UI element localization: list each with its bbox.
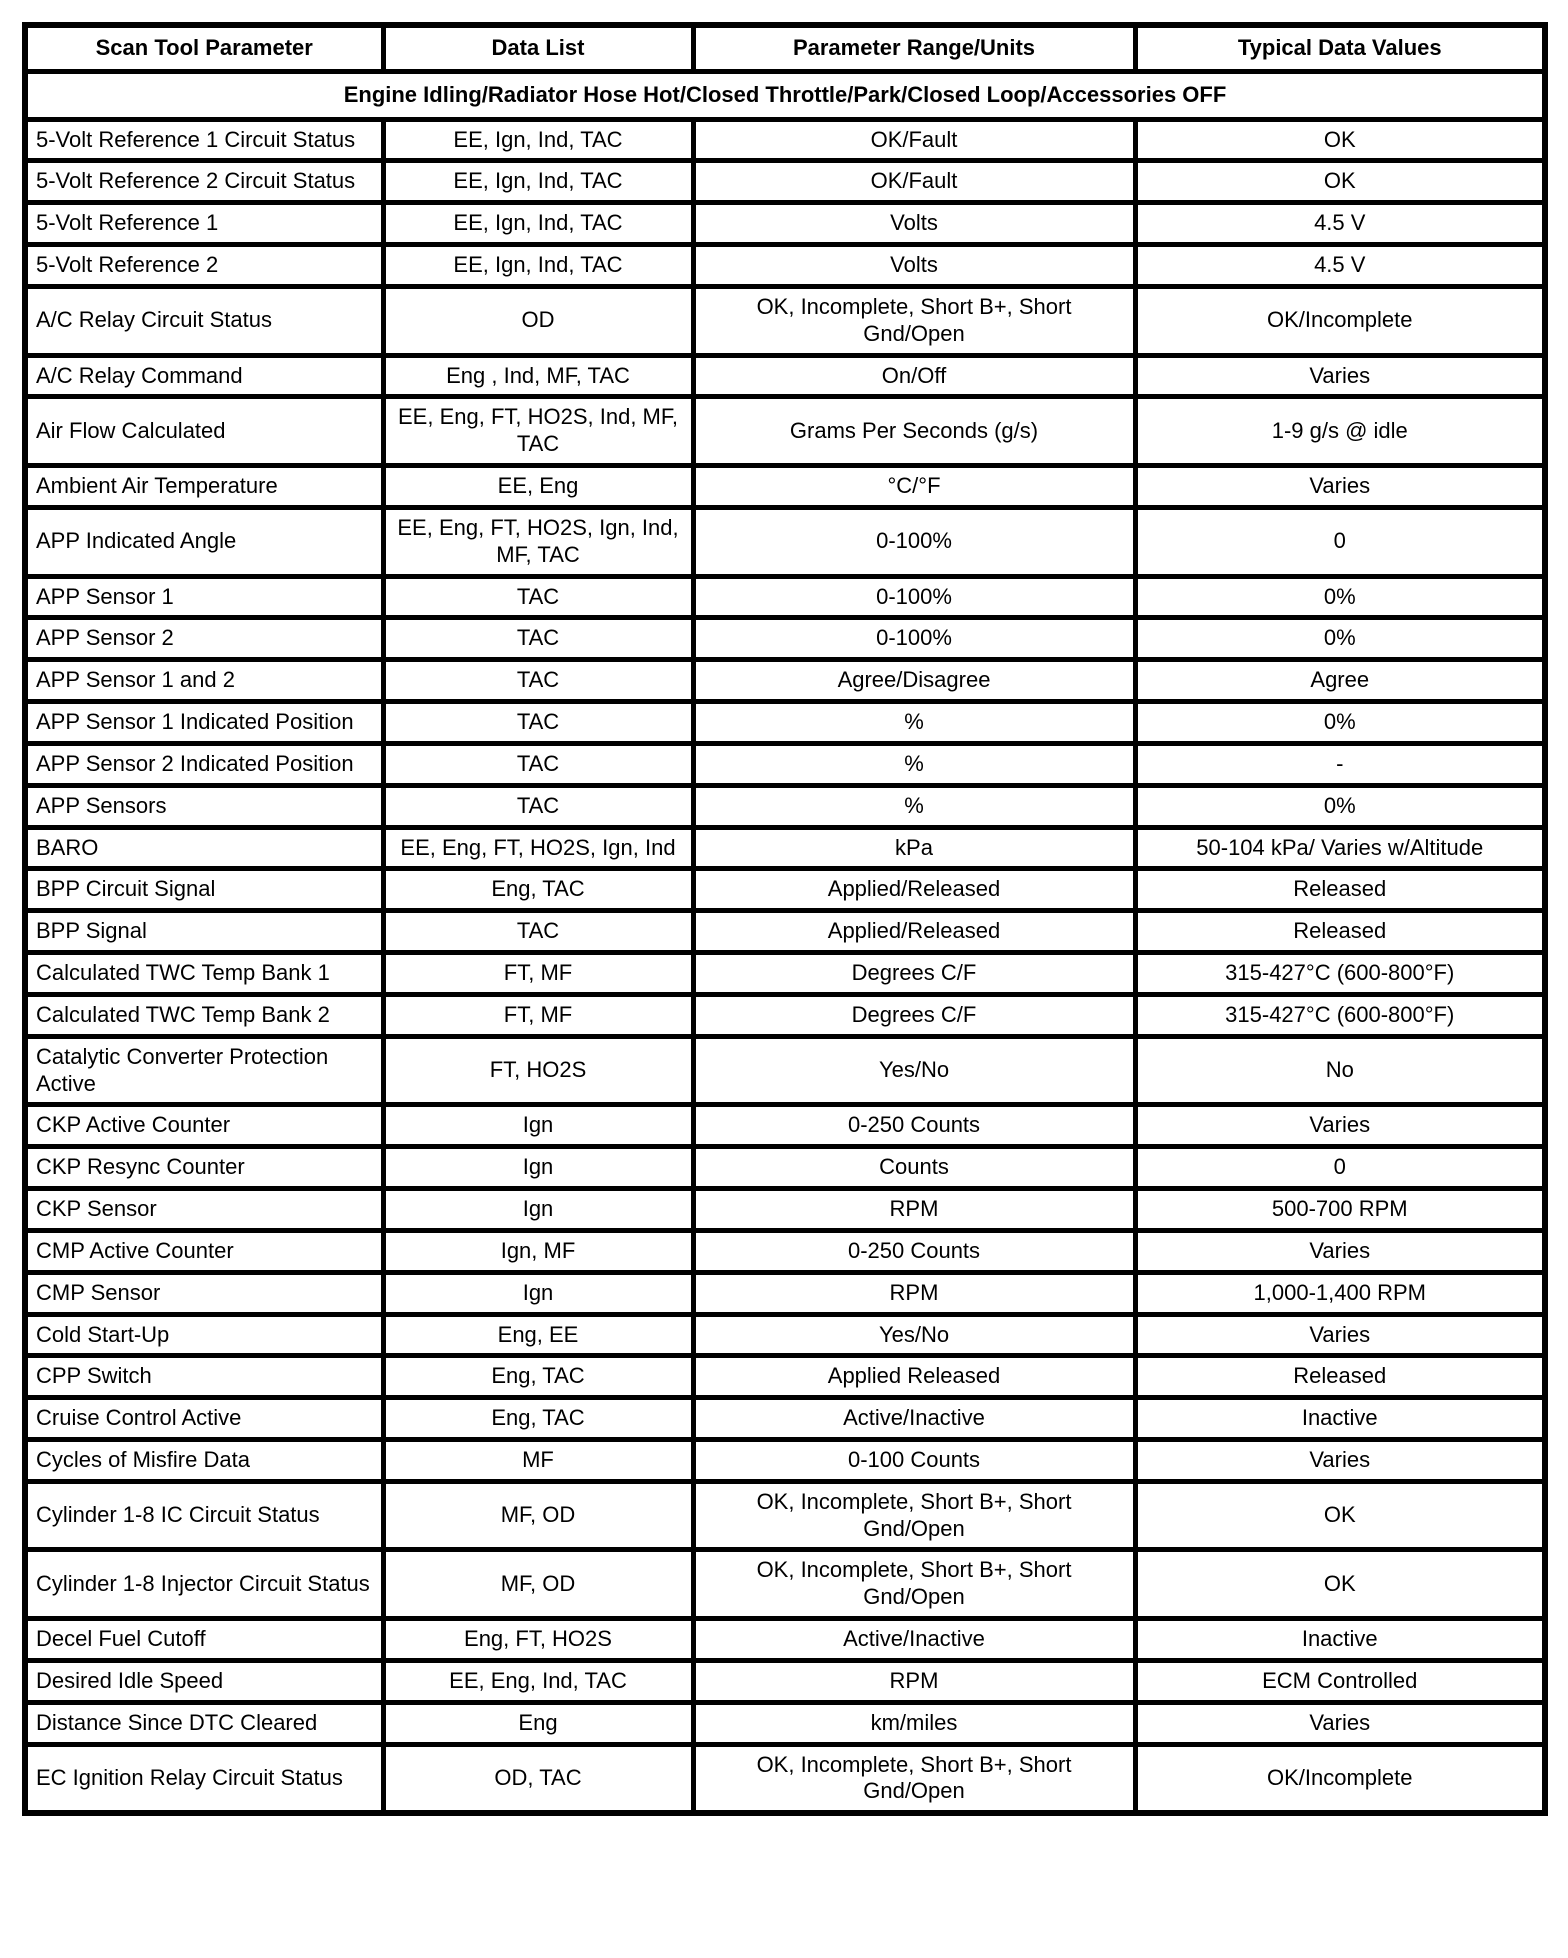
cell-data-list: EE, Eng, FT, HO2S, Ign, Ind, MF, TAC — [383, 507, 693, 576]
cell-range-units: Applied/Released — [693, 911, 1135, 953]
cell-parameter: Calculated TWC Temp Bank 2 — [25, 994, 383, 1036]
cell-parameter: Desired Idle Speed — [25, 1660, 383, 1702]
cell-data-list: MF, OD — [383, 1481, 693, 1550]
cell-range-units: % — [693, 743, 1135, 785]
cell-range-units: Applied/Released — [693, 869, 1135, 911]
cell-data-list: Eng, FT, HO2S — [383, 1619, 693, 1661]
cell-parameter: Cold Start-Up — [25, 1314, 383, 1356]
cell-range-units: On/Off — [693, 355, 1135, 397]
cell-range-units: Yes/No — [693, 1314, 1135, 1356]
cell-data-list: FT, MF — [383, 994, 693, 1036]
column-header-typical-data-values: Typical Data Values — [1135, 25, 1545, 71]
cell-data-list: Eng, TAC — [383, 869, 693, 911]
cell-parameter: 5-Volt Reference 2 — [25, 245, 383, 287]
cell-parameter: CKP Resync Counter — [25, 1147, 383, 1189]
table-row — [25, 1660, 1545, 1702]
cell-data-list: Ign — [383, 1147, 693, 1189]
cell-data-list: MF, OD — [383, 1550, 693, 1619]
cell-range-units: kPa — [693, 827, 1135, 869]
cell-parameter: Cylinder 1-8 Injector Circuit Status — [25, 1550, 383, 1619]
cell-range-units: °C/°F — [693, 466, 1135, 508]
cell-parameter: APP Sensors — [25, 785, 383, 827]
cell-range-units: RPM — [693, 1272, 1135, 1314]
cell-typical-value: OK — [1135, 161, 1545, 203]
cell-data-list: EE, Eng, FT, HO2S, Ind, MF, TAC — [383, 397, 693, 466]
cell-parameter: Cylinder 1-8 IC Circuit Status — [25, 1481, 383, 1550]
cell-range-units: Degrees C/F — [693, 994, 1135, 1036]
cell-range-units: 0-100% — [693, 576, 1135, 618]
cell-parameter: CMP Sensor — [25, 1272, 383, 1314]
column-header-scan-tool-parameter: Scan Tool Parameter — [25, 25, 383, 71]
cell-parameter: 5-Volt Reference 1 Circuit Status — [25, 119, 383, 161]
cell-data-list: Eng — [383, 1702, 693, 1744]
table-row — [25, 397, 1545, 466]
cell-typical-value: Agree — [1135, 660, 1545, 702]
cell-range-units: 0-100 Counts — [693, 1439, 1135, 1481]
cell-range-units: km/miles — [693, 1702, 1135, 1744]
cell-parameter: Distance Since DTC Cleared — [25, 1702, 383, 1744]
cell-typical-value: Varies — [1135, 1105, 1545, 1147]
cell-range-units: OK/Fault — [693, 161, 1135, 203]
cell-data-list: EE, Ign, Ind, TAC — [383, 203, 693, 245]
cell-data-list: Eng, EE — [383, 1314, 693, 1356]
cell-typical-value: 500-700 RPM — [1135, 1189, 1545, 1231]
cell-range-units: Active/Inactive — [693, 1619, 1135, 1661]
cell-parameter: CKP Active Counter — [25, 1105, 383, 1147]
table-row — [25, 1550, 1545, 1619]
cell-data-list: OD, TAC — [383, 1744, 693, 1813]
table-row — [25, 1036, 1545, 1105]
table-row — [25, 1356, 1545, 1398]
cell-parameter: BPP Signal — [25, 911, 383, 953]
cell-range-units: Grams Per Seconds (g/s) — [693, 397, 1135, 466]
cell-range-units: 0-100% — [693, 507, 1135, 576]
cell-typical-value: 315-427°C (600-800°F) — [1135, 994, 1545, 1036]
cell-typical-value: 50-104 kPa/ Varies w/Altitude — [1135, 827, 1545, 869]
table-row — [25, 466, 1545, 508]
cell-range-units: Degrees C/F — [693, 953, 1135, 995]
cell-data-list: TAC — [383, 618, 693, 660]
table-row — [25, 1105, 1545, 1147]
table-row — [25, 245, 1545, 287]
cell-data-list: TAC — [383, 660, 693, 702]
table-row — [25, 507, 1545, 576]
cell-typical-value: OK — [1135, 1481, 1545, 1550]
cell-range-units: OK, Incomplete, Short B+, Short Gnd/Open — [693, 1550, 1135, 1619]
cell-data-list: FT, MF — [383, 953, 693, 995]
cell-range-units: Volts — [693, 203, 1135, 245]
table-row — [25, 119, 1545, 161]
cell-typical-value: Released — [1135, 869, 1545, 911]
cell-parameter: Ambient Air Temperature — [25, 466, 383, 508]
cell-typical-value: ECM Controlled — [1135, 1660, 1545, 1702]
cell-range-units: Volts — [693, 245, 1135, 287]
cell-typical-value: OK/Incomplete — [1135, 286, 1545, 355]
cell-parameter: A/C Relay Command — [25, 355, 383, 397]
cell-range-units: % — [693, 702, 1135, 744]
cell-data-list: MF — [383, 1439, 693, 1481]
cell-typical-value: No — [1135, 1036, 1545, 1105]
table-row — [25, 1314, 1545, 1356]
cell-data-list: Ign — [383, 1105, 693, 1147]
table-row — [25, 1147, 1545, 1189]
cell-range-units: 0-100% — [693, 618, 1135, 660]
cell-data-list: EE, Eng, Ind, TAC — [383, 1660, 693, 1702]
cell-typical-value: Varies — [1135, 1702, 1545, 1744]
test-condition-text: Engine Idling/Radiator Hose Hot/Closed Throttle/Park/Closed Loop/Accessories OFF — [25, 71, 1545, 119]
cell-range-units: % — [693, 785, 1135, 827]
table-row — [25, 1189, 1545, 1231]
cell-typical-value: Released — [1135, 1356, 1545, 1398]
cell-typical-value: 4.5 V — [1135, 203, 1545, 245]
table-row — [25, 618, 1545, 660]
cell-data-list: TAC — [383, 702, 693, 744]
cell-parameter: APP Sensor 1 — [25, 576, 383, 618]
cell-parameter: Catalytic Converter Protection Active — [25, 1036, 383, 1105]
cell-parameter: EC Ignition Relay Circuit Status — [25, 1744, 383, 1813]
table-row — [25, 702, 1545, 744]
cell-data-list: EE, Eng — [383, 466, 693, 508]
cell-parameter: APP Sensor 2 Indicated Position — [25, 743, 383, 785]
table-row — [25, 911, 1545, 953]
cell-range-units: 0-250 Counts — [693, 1230, 1135, 1272]
cell-typical-value: OK/Incomplete — [1135, 1744, 1545, 1813]
cell-range-units: Active/Inactive — [693, 1398, 1135, 1440]
table-header-row — [25, 25, 1545, 71]
cell-typical-value: OK — [1135, 1550, 1545, 1619]
cell-data-list: Ign, MF — [383, 1230, 693, 1272]
table-row — [25, 660, 1545, 702]
scan-data-table — [22, 22, 1548, 1816]
cell-data-list: TAC — [383, 743, 693, 785]
cell-typical-value: 0% — [1135, 785, 1545, 827]
cell-typical-value: 1,000-1,400 RPM — [1135, 1272, 1545, 1314]
cell-typical-value: Varies — [1135, 466, 1545, 508]
cell-typical-value: 0% — [1135, 702, 1545, 744]
cell-typical-value: Inactive — [1135, 1398, 1545, 1440]
cell-typical-value: - — [1135, 743, 1545, 785]
cell-parameter: CMP Active Counter — [25, 1230, 383, 1272]
table-row — [25, 785, 1545, 827]
table-row — [25, 1619, 1545, 1661]
cell-typical-value: 4.5 V — [1135, 245, 1545, 287]
cell-data-list: FT, HO2S — [383, 1036, 693, 1105]
cell-data-list: EE, Ign, Ind, TAC — [383, 119, 693, 161]
cell-data-list: TAC — [383, 576, 693, 618]
cell-typical-value: 0 — [1135, 1147, 1545, 1189]
table-row — [25, 743, 1545, 785]
cell-range-units: OK/Fault — [693, 119, 1135, 161]
cell-data-list: Ign — [383, 1272, 693, 1314]
table-row — [25, 1439, 1545, 1481]
cell-typical-value: Released — [1135, 911, 1545, 953]
cell-range-units: RPM — [693, 1660, 1135, 1702]
test-condition-row — [25, 71, 1545, 119]
table-row — [25, 203, 1545, 245]
table-row — [25, 994, 1545, 1036]
cell-typical-value: Varies — [1135, 1439, 1545, 1481]
cell-range-units: OK, Incomplete, Short B+, Short Gnd/Open — [693, 1744, 1135, 1813]
cell-parameter: APP Sensor 2 — [25, 618, 383, 660]
cell-typical-value: 0% — [1135, 618, 1545, 660]
cell-parameter: APP Sensor 1 and 2 — [25, 660, 383, 702]
cell-range-units: OK, Incomplete, Short B+, Short Gnd/Open — [693, 286, 1135, 355]
table-row — [25, 161, 1545, 203]
table-row — [25, 576, 1545, 618]
cell-data-list: TAC — [383, 785, 693, 827]
cell-data-list: Eng, TAC — [383, 1398, 693, 1440]
cell-data-list: OD — [383, 286, 693, 355]
cell-typical-value: 0% — [1135, 576, 1545, 618]
cell-parameter: CPP Switch — [25, 1356, 383, 1398]
cell-parameter: APP Indicated Angle — [25, 507, 383, 576]
cell-typical-value: Varies — [1135, 1314, 1545, 1356]
cell-range-units: Applied Released — [693, 1356, 1135, 1398]
cell-data-list: TAC — [383, 911, 693, 953]
cell-typical-value: 0 — [1135, 507, 1545, 576]
table-row — [25, 1272, 1545, 1314]
table-row — [25, 1230, 1545, 1272]
table-row — [25, 1481, 1545, 1550]
cell-range-units: RPM — [693, 1189, 1135, 1231]
cell-parameter: Calculated TWC Temp Bank 1 — [25, 953, 383, 995]
cell-parameter: 5-Volt Reference 1 — [25, 203, 383, 245]
cell-parameter: Cycles of Misfire Data — [25, 1439, 383, 1481]
table-row — [25, 355, 1545, 397]
cell-parameter: Cruise Control Active — [25, 1398, 383, 1440]
table-row — [25, 953, 1545, 995]
cell-data-list: Eng, TAC — [383, 1356, 693, 1398]
cell-typical-value: OK — [1135, 119, 1545, 161]
table-row — [25, 1398, 1545, 1440]
cell-typical-value: Inactive — [1135, 1619, 1545, 1661]
table-row — [25, 286, 1545, 355]
cell-parameter: BARO — [25, 827, 383, 869]
cell-data-list: Eng , Ind, MF, TAC — [383, 355, 693, 397]
cell-parameter: 5-Volt Reference 2 Circuit Status — [25, 161, 383, 203]
cell-range-units: Agree/Disagree — [693, 660, 1135, 702]
cell-parameter: BPP Circuit Signal — [25, 869, 383, 911]
table-row — [25, 1702, 1545, 1744]
cell-typical-value: Varies — [1135, 1230, 1545, 1272]
cell-data-list: EE, Ign, Ind, TAC — [383, 161, 693, 203]
column-header-data-list: Data List — [383, 25, 693, 71]
cell-range-units: OK, Incomplete, Short B+, Short Gnd/Open — [693, 1481, 1135, 1550]
cell-data-list: EE, Eng, FT, HO2S, Ign, Ind — [383, 827, 693, 869]
cell-parameter: Decel Fuel Cutoff — [25, 1619, 383, 1661]
table-row — [25, 827, 1545, 869]
table-row — [25, 1744, 1545, 1813]
column-header-parameter-range-units: Parameter Range/Units — [693, 25, 1135, 71]
cell-range-units: Yes/No — [693, 1036, 1135, 1105]
table-body — [25, 119, 1545, 1813]
cell-range-units: 0-250 Counts — [693, 1105, 1135, 1147]
cell-typical-value: 1-9 g/s @ idle — [1135, 397, 1545, 466]
cell-parameter: Air Flow Calculated — [25, 397, 383, 466]
cell-parameter: A/C Relay Circuit Status — [25, 286, 383, 355]
cell-data-list: EE, Ign, Ind, TAC — [383, 245, 693, 287]
table-row — [25, 869, 1545, 911]
cell-parameter: CKP Sensor — [25, 1189, 383, 1231]
cell-typical-value: 315-427°C (600-800°F) — [1135, 953, 1545, 995]
cell-data-list: Ign — [383, 1189, 693, 1231]
cell-parameter: APP Sensor 1 Indicated Position — [25, 702, 383, 744]
cell-typical-value: Varies — [1135, 355, 1545, 397]
cell-range-units: Counts — [693, 1147, 1135, 1189]
